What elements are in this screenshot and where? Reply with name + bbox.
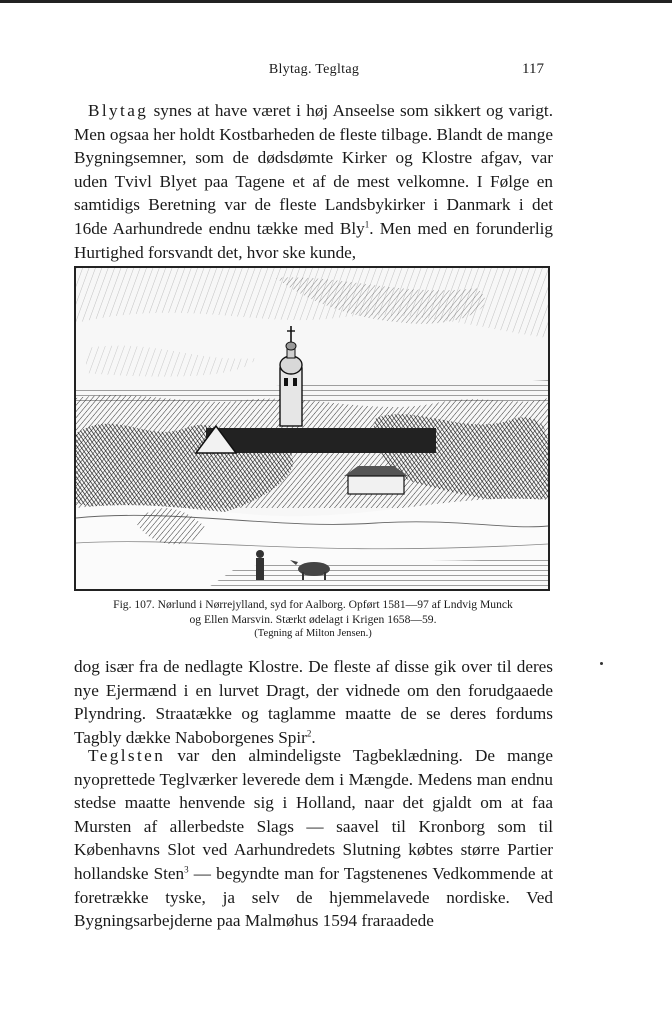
engraving-image bbox=[76, 268, 548, 589]
paragraph-blytag bbox=[74, 99, 553, 264]
paragraph-text-tail: . bbox=[311, 727, 316, 747]
paragraph-lead-word: Blytag bbox=[88, 101, 149, 120]
footnote-ref: 3 bbox=[184, 864, 189, 875]
paragraph-lead-word: Teglsten bbox=[88, 746, 166, 765]
caption-line-1: Fig. 107. Nørlund i Nørrejylland, syd for Aalborg. Opført 1581—97 af Lndvig Munck bbox=[113, 598, 513, 611]
paragraph-text: var den almindeligste Tagbeklædning. De mange nyoprettede Teglværker leverede dem i Mængde. Medens man endnu stedse maatte henvende sig i Holland, naar det gjaldt om at faa Mursten af allerbedste Slags — saavel til Kronborg som til Københavns Slot ved Aarhundredets Slutning købtes større Partier hollandske Sten bbox=[74, 746, 553, 883]
paragraph-text-tail: . Men med en forunderlig Hurtighed forsvandt det, hvor ske kunde, bbox=[74, 218, 553, 262]
caption-line-2: og Ellen Marsvin. Stærkt ødelagt i Krigen 1658—59. bbox=[189, 612, 437, 626]
page-top-edge bbox=[0, 0, 672, 3]
running-title: Blytag. Tegltag bbox=[268, 62, 360, 77]
illustration-norlund bbox=[74, 266, 550, 591]
margin-dot bbox=[600, 662, 603, 665]
paragraph-teglsten bbox=[74, 744, 553, 933]
paragraph-continuation bbox=[74, 655, 553, 749]
paragraph-text-tail: — begyndte man for Tagstenenes Vedkommende at foretrække tyske, ja selv de hjemmelavede nordiske. Ved Bygningsarbejderne paa Malmøhus 1594 fraraadede bbox=[74, 863, 553, 931]
paragraph-text: synes at have været i høj Anseelse som sikkert og varigt. Men ogsaa her holdt Kostbarheden de fleste tilbage. Blandt de mange Bygningsemner, som de dødsdømte Kirker og Klostre afgav, var uden Tvivl Blyet paa Tagene et af de mest velkomne. I Følge en samtidigs Beretning var de fleste Landsbykirker i Danmark i det 16de Aarhundrede endnu tække med Bly bbox=[74, 101, 553, 238]
figure-caption bbox=[70, 598, 556, 627]
footnote-ref: 2 bbox=[306, 728, 312, 739]
page-number: 117 bbox=[522, 61, 544, 77]
footnote-ref: 1 bbox=[364, 219, 370, 230]
figure-credit: (Tegning af Milton Jensen.) bbox=[254, 628, 372, 639]
paragraph-text: dog især fra de nedlagte Klostre. De fleste af disse gik over til deres nye Ejermænd i en lurvet Dragt, der vidnede om den forudgaaede Plyndring. Straatække og taglamme maatte de se deres fordums Tagbly dække Naboborgenes Spir bbox=[74, 657, 553, 747]
